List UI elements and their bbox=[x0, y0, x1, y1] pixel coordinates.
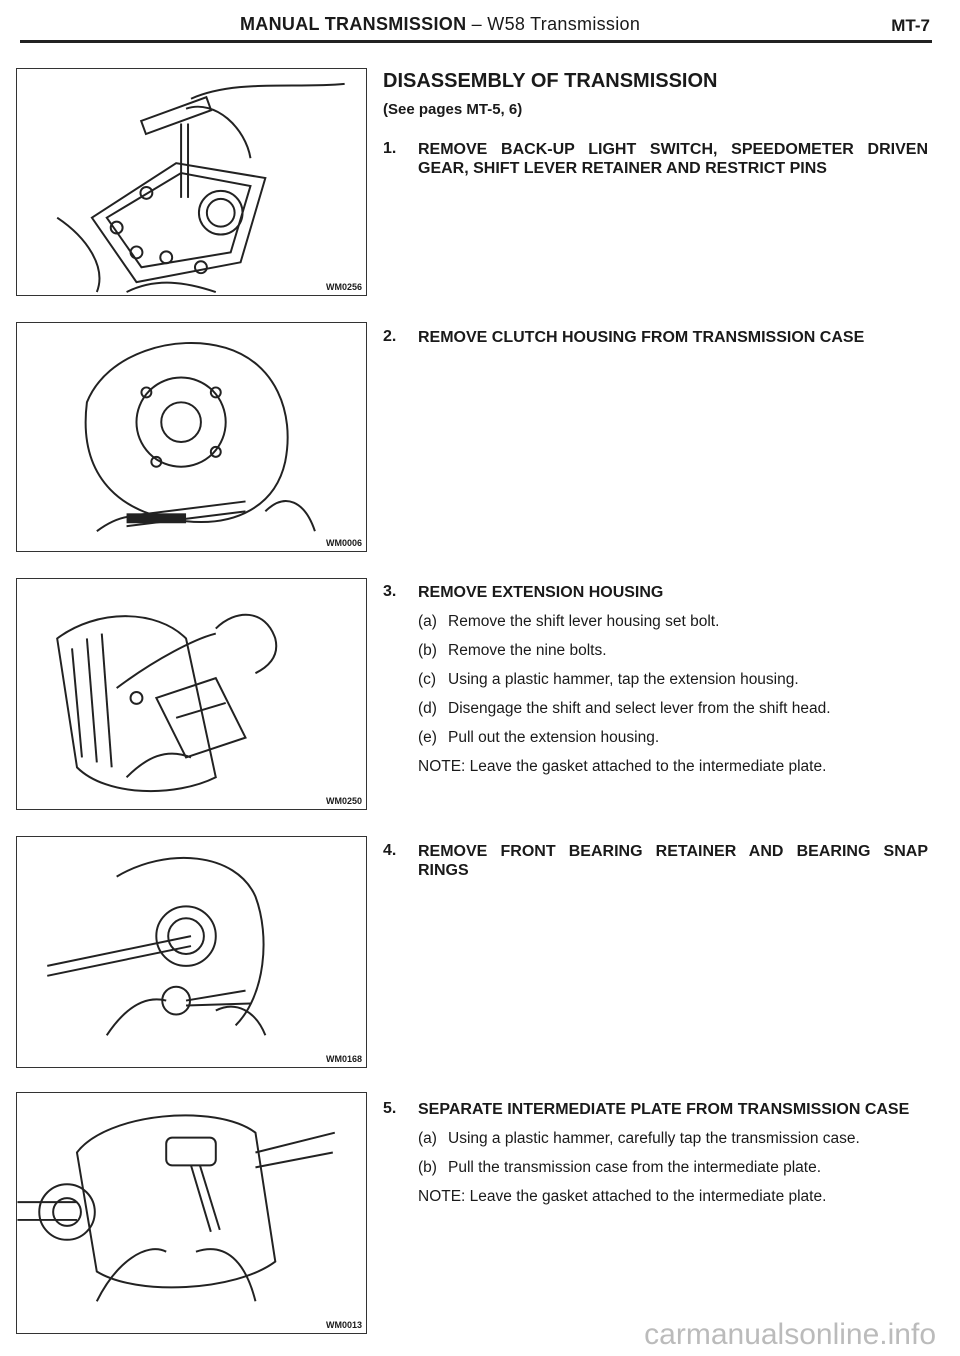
figure-1 bbox=[16, 68, 367, 296]
step-title: REMOVE FRONT BEARING RETAINER AND BEARING SNAP RINGS bbox=[418, 843, 928, 879]
step-number: 5. bbox=[383, 1100, 397, 1117]
figure-3 bbox=[16, 578, 367, 810]
sub-step bbox=[418, 699, 928, 718]
header-title-bold: MANUAL TRANSMISSION bbox=[240, 14, 467, 34]
sub-step-label: (d) bbox=[418, 700, 437, 717]
step-title: REMOVE BACK-UP LIGHT SWITCH, SPEEDOMETER DRIVEN GEAR, SHIFT LEVER RETAINER AND RESTRICT PINS bbox=[418, 141, 928, 177]
step-5 bbox=[383, 1100, 928, 1206]
plastic-hammer-illustration bbox=[17, 1093, 366, 1333]
sub-step bbox=[418, 728, 928, 747]
extension-housing-illustration bbox=[17, 579, 366, 809]
header-title bbox=[240, 14, 640, 35]
step-title: REMOVE EXTENSION HOUSING bbox=[418, 584, 664, 601]
sub-step-text: Disengage the shift and select lever from the shift head. bbox=[448, 700, 831, 717]
sub-step bbox=[418, 641, 928, 660]
sub-step bbox=[418, 1158, 928, 1177]
figure-code: WM0006 bbox=[325, 538, 362, 548]
sub-step bbox=[418, 1129, 928, 1148]
step-title: REMOVE CLUTCH HOUSING FROM TRANSMISSION CASE bbox=[418, 329, 865, 346]
step-4 bbox=[383, 842, 928, 880]
figure-code: WM0250 bbox=[325, 796, 362, 806]
step-title: SEPARATE INTERMEDIATE PLATE FROM TRANSMISSION CASE bbox=[418, 1101, 910, 1118]
sub-step-label: (a) bbox=[418, 613, 437, 630]
sub-step-text: Using a plastic hammer, carefully tap the transmission case. bbox=[448, 1130, 860, 1147]
page-header bbox=[0, 0, 960, 44]
sub-step-label: (c) bbox=[418, 671, 437, 688]
watermark: carmanualsonline.info bbox=[644, 1318, 936, 1351]
page-number: MT-7 bbox=[891, 16, 930, 35]
sub-step-text: Remove the nine bolts. bbox=[448, 642, 607, 659]
sub-step-text: Using a plastic hammer, tap the extension housing. bbox=[448, 671, 799, 688]
sub-step-text: Remove the shift lever housing set bolt. bbox=[448, 613, 720, 630]
header-rule bbox=[20, 40, 932, 43]
step-number: 4. bbox=[383, 842, 397, 859]
step-1 bbox=[383, 140, 928, 178]
figure-2 bbox=[16, 322, 367, 552]
figure-4 bbox=[16, 836, 367, 1068]
clutch-housing-illustration bbox=[17, 323, 366, 551]
sub-step-label: (b) bbox=[418, 1159, 437, 1176]
sub-step-text: Pull the transmission case from the intermediate plate. bbox=[448, 1159, 822, 1176]
figure-code: WM0256 bbox=[325, 282, 362, 292]
section-heading bbox=[383, 70, 928, 118]
valve-body-cover-illustration bbox=[17, 69, 366, 295]
snap-ring-pliers-illustration bbox=[17, 837, 366, 1067]
figure-code: WM0013 bbox=[325, 1320, 362, 1330]
section-reference: (See pages MT-5, 6) bbox=[383, 101, 523, 118]
step-2 bbox=[383, 328, 928, 347]
sub-step bbox=[418, 612, 928, 631]
sub-step bbox=[418, 670, 928, 689]
header-title-sep: – bbox=[466, 14, 488, 34]
section-title: DISASSEMBLY OF TRANSMISSION bbox=[383, 70, 718, 92]
figure-5 bbox=[16, 1092, 367, 1334]
figure-code: WM0168 bbox=[325, 1054, 362, 1064]
step-3 bbox=[383, 583, 928, 776]
step-note: NOTE: Leave the gasket attached to the intermediate plate. bbox=[418, 1188, 827, 1205]
step-number: 2. bbox=[383, 328, 397, 345]
sub-step-label: (b) bbox=[418, 642, 437, 659]
sub-step-label: (a) bbox=[418, 1130, 437, 1147]
step-note: NOTE: Leave the gasket attached to the intermediate plate. bbox=[418, 758, 827, 775]
sub-step-label: (e) bbox=[418, 729, 437, 746]
sub-step-text: Pull out the extension housing. bbox=[448, 729, 660, 746]
header-title-rest: W58 Transmission bbox=[487, 14, 641, 34]
step-number: 3. bbox=[383, 583, 397, 600]
step-number: 1. bbox=[383, 140, 397, 157]
